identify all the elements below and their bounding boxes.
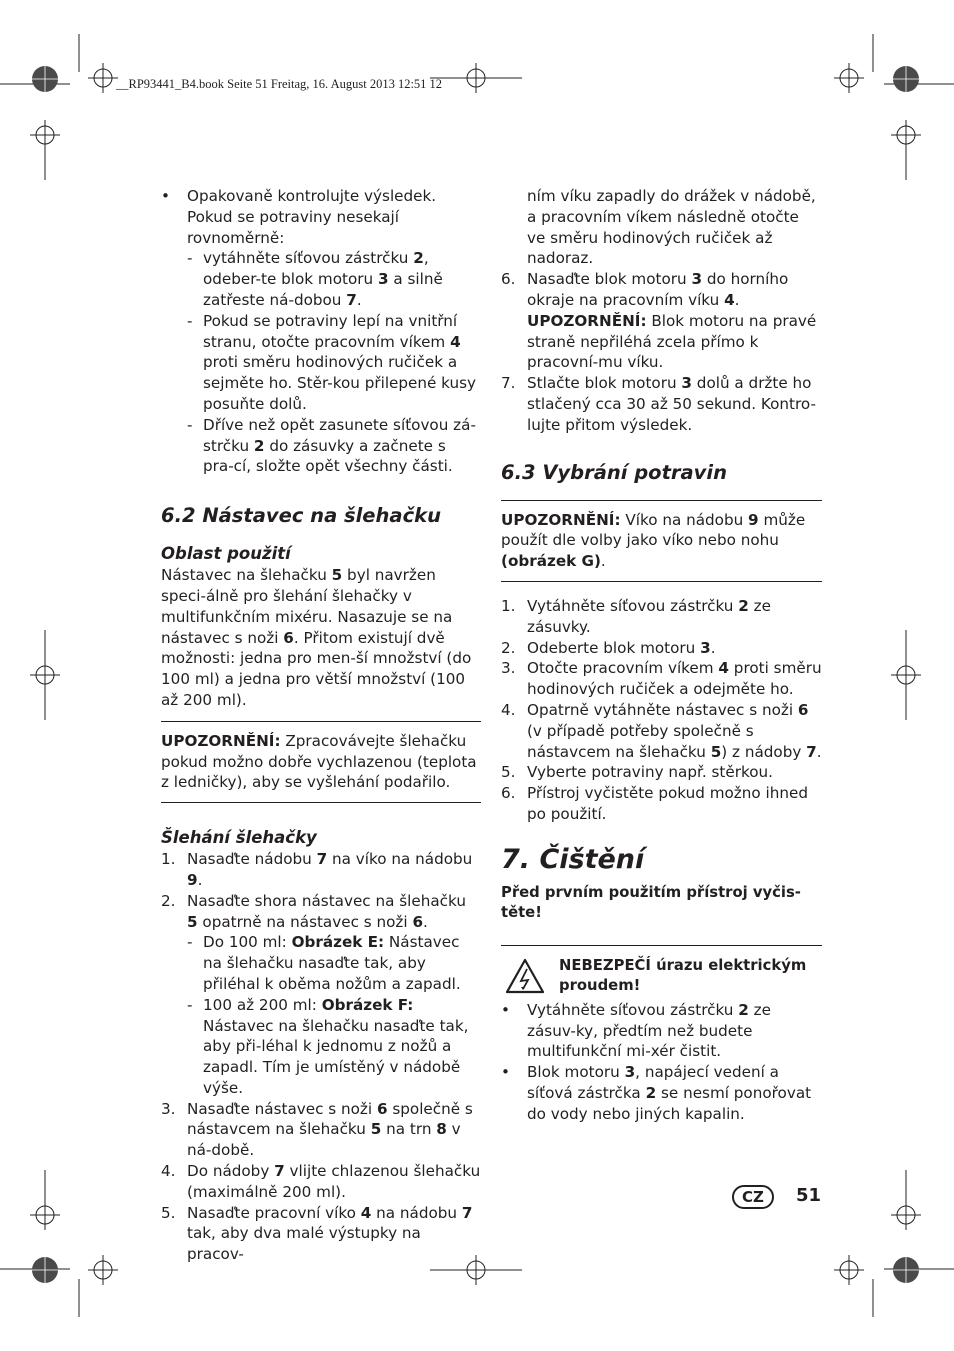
list-item: 1. Nasaďte nádobu 7 na víko na nádobu 9.	[161, 850, 473, 889]
language-badge: CZ	[732, 1185, 774, 1209]
steps-list	[501, 596, 822, 825]
list-item: 3. Nasaďte nástavec s noži 6 společně s nástavcem na šlehačku 5 na trn 8 v ná-době.	[161, 1099, 473, 1160]
list-item: 1. Vytáhněte síťovou zástrčku 2 ze zásuvky.	[501, 596, 771, 636]
list-item: 5. Nasaďte pracovní víko 4 na nádobu 7 tak, aby dva malé výstupky na pracov-	[161, 1203, 473, 1264]
list-item: • Blok motoru 3, napájecí vedení a síťová zástrčka 2 se nesmí ponořovat do vody nebo jiných kapalin.	[501, 1062, 822, 1124]
list-item: 3. Otočte pracovním víkem 4 proti směru hodinových ručiček a odejměte ho.	[501, 659, 822, 699]
list-item: - Pokud se potraviny lepí na vnitřní stranu, otočte pracovním víkem 4 proti směru hodinových ručiček a sejměte ho. Stěr-kou přilepené kusy posuňte dolů.	[161, 311, 481, 415]
list-item: 2. Odeberte blok motoru 3.	[501, 638, 716, 657]
list-item: 4. Do nádoby 7 vlijte chlazenou šlehačku (maximálně 200 ml).	[161, 1162, 481, 1201]
list-item: 6. Přístroj vyčistěte pokud možno ihned po použití.	[501, 784, 808, 823]
paragraph: Nástavec na šlehačku 5 byl navržen speci-álně pro šlehání šlehačky v multifunkčním mixéru. Nasazuje se na nástavec s noži 6. Přitom existují dvě možnosti: jedna pro men-ší množství (do 100 ml) a jedna pro větší množství (100 až 200 ml).	[161, 566, 472, 709]
chapter-heading: 7. Čištění	[501, 843, 645, 875]
subheading: Před prvním použitím přístroj vyčis-těte!	[501, 883, 801, 921]
list-item: • Opakovaně kontrolujte výsledek. Pokud se potraviny nesekají rovnoměrně:	[161, 186, 481, 248]
list-item: - Do 100 ml: Obrázek E: Nástavec na šlehačku nasaďte tak, aby přiléhal k oběma nožům a zapadl.	[161, 932, 481, 994]
list-item: - 100 až 200 ml: Obrázek F: Nástavec na šlehačku nasaďte tak, aby při-léhal k jednomu z nožů a zapadl. Tím je umístěný v nádobě výše.	[161, 995, 481, 1099]
danger-box	[501, 945, 822, 1000]
list-item: 5. Vyberte potraviny např. stěrkou.	[501, 763, 773, 782]
list-item-continuation: ním víku zapadly do drážek v nádobě, a pracovním víkem následně otočte ve směru hodinových ručiček až nadoraz.	[527, 187, 816, 268]
notice-box: UPOZORNĚNÍ: Víko na nádobu 9 může použít dle volby jako víko nebo nohu (obrázek G).	[501, 500, 822, 582]
subsection-heading: Šlehání šlehačky	[161, 828, 317, 848]
page-footer	[732, 1183, 832, 1211]
section-heading: 6.3 Vybrání potravin	[501, 460, 727, 484]
right-column	[501, 186, 822, 1125]
list-item: 7. Stlačte blok motoru 3 dolů a držte ho stlačený cca 30 až 50 sekund. Kontro-lujte přitom výsledek.	[501, 374, 816, 434]
list-item: - vytáhněte síťovou zástrčku 2, odeber-te blok motoru 3 a silně zatřeste ná-dobou 7.	[161, 248, 481, 310]
list-item: - Dříve než opět zasunete síťovou zá-strčku 2 do zásuvky a začnete s pra-cí, složte opět všechny části.	[161, 415, 481, 477]
list-item: 6. Nasaďte blok motoru 3 do horního okraje na pracovním víku 4. UPOZORNĚNÍ: Blok motoru na pravé straně nepřiléhá zcela přímo k pracovní-mu víku.	[501, 270, 817, 372]
left-column	[161, 186, 481, 1265]
notice-box: UPOZORNĚNÍ: Zpracovávejte šlehačku pokud možno dobře vychlazenou (teplota z ledničky), aby se vyšlehání podařilo.	[161, 721, 481, 803]
print-file-info: __RP93441_B4.book Seite 51 Freitag, 16. August 2013 12:51 12	[116, 77, 443, 91]
page-number: 51	[796, 1185, 822, 1206]
list-item: 2. Nasaďte shora nástavec na šlehačku 5 opatrně na nástavec s noži 6.	[161, 891, 466, 931]
section-heading: 6.2 Nástavec na šlehačku	[161, 504, 441, 528]
danger-text: NEBEZPEČÍ úrazu elektrickým proudem!	[559, 956, 807, 994]
list-item: • Vytáhněte síťovou zástrčku 2 ze zásuv-ky, předtím než budete multifunkční mi-xér čistit.	[501, 1000, 822, 1062]
subsection-heading: Oblast použití	[161, 544, 291, 564]
list-item: 4. Opatrně vytáhněte nástavec s noži 6 (v případě potřeby společně s nástavcem na šlehačku 5) z nádoby 7.	[501, 700, 822, 761]
electric-hazard-icon	[505, 958, 545, 994]
